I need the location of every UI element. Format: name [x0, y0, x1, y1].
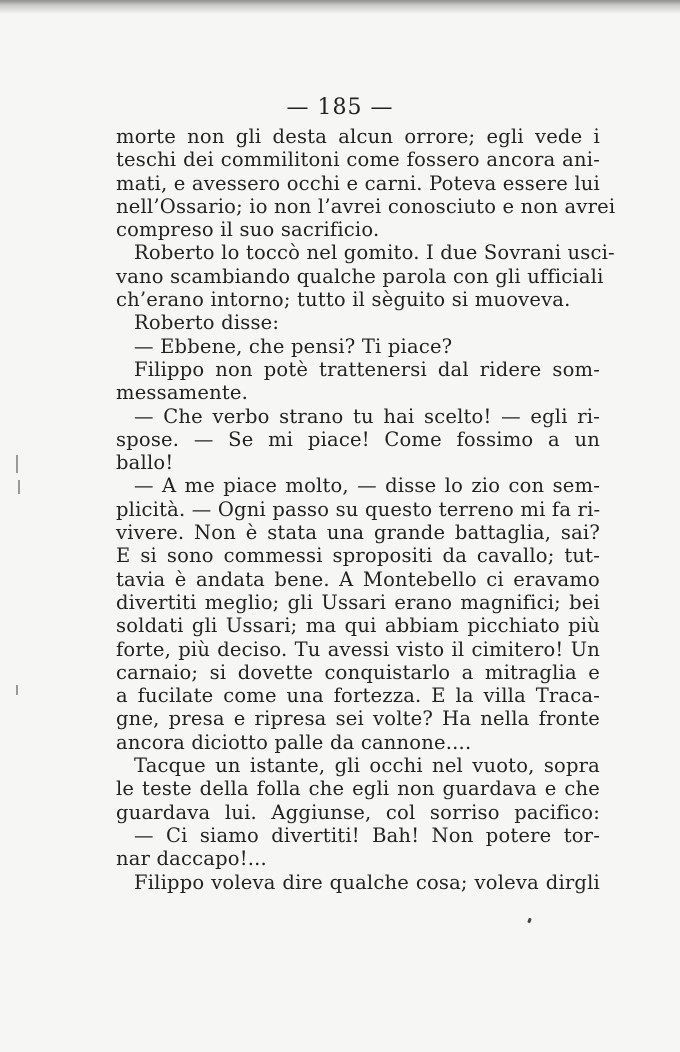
text-line: mati, e avessero occhi e carni. Poteva essere lui [116, 171, 600, 195]
text-line: vano scambiando qualche parola con gli ufficiali [116, 264, 604, 288]
text-line: tavia è andata bene. A Montebello ci eravamo [116, 567, 600, 591]
margin-mark [16, 455, 18, 473]
text-line: ballo! [116, 451, 174, 475]
text-line: ancora diciotto palle da cannone.... [116, 730, 472, 754]
text-line: le teste della folla che egli non guardava e che [116, 777, 600, 801]
ink-speck [527, 918, 532, 924]
body-text [116, 125, 616, 894]
text-line: compreso il suo sacrificio. [116, 218, 380, 242]
text-line: — Che verbo strano tu hai scelto! — egli ri- [134, 404, 600, 428]
text-line: nar daccapo!... [116, 847, 267, 871]
margin-mark [16, 685, 18, 695]
text-line: morte non gli desta alcun orrore; egli vede i [116, 125, 600, 148]
page-top-edge [0, 0, 680, 14]
text-line: ch’erano intorno; tutto il sèguito si muoveva. [116, 288, 571, 312]
text-line: a fucilate come una fortezza. E la villa Traca- [116, 684, 600, 708]
margin-mark [18, 480, 20, 494]
text-line: carnaio; si dovette conquistarlo a mitraglia e [116, 660, 600, 684]
text-line: Filippo non potè trattenersi dal ridere som- [134, 357, 600, 381]
text-line: Roberto disse: [134, 311, 280, 335]
text-line: guardava lui. Aggiunse, col sorriso pacifico: [116, 800, 600, 824]
text-line: — Ci siamo divertiti! Bah! Non potere tor- [134, 823, 600, 847]
text-line: gne, presa e ripresa sei volte? Ha nella fronte [116, 707, 600, 731]
text-line: messamente. [116, 381, 249, 405]
text-line: nell’Ossario; io non l’avrei conosciuto e non avrei [116, 194, 616, 218]
text-line: spose. — Se mi piace! Come fossimo a un [116, 427, 600, 451]
text-line: vivere. Non è stata una grande battaglia, sai? [116, 521, 600, 545]
text-line: teschi dei commilitoni come fossero ancora ani- [116, 148, 600, 172]
page-number: — 185 — [286, 95, 394, 120]
text-line: divertiti meglio; gli Ussari erano magnifici; bei [116, 590, 600, 614]
text-line: — A me piace molto, — disse lo zio con sem- [134, 474, 600, 498]
text-line: Roberto lo toccò nel gomito. I due Sovrani usci- [134, 241, 615, 265]
text-line: plicità. — Ogni passo su questo terreno mi fa ri- [116, 497, 601, 521]
text-line: — Ebbene, che pensi? Ti piace? [134, 334, 453, 358]
text-line: forte, più deciso. Tu avessi visto il cimitero! Un [116, 637, 600, 661]
text-line: Tacque un istante, gli occhi nel vuoto, sopra [134, 754, 600, 778]
text-line: soldati gli Ussari; ma qui abbiam picchiato più [116, 614, 600, 638]
text-line: Filippo voleva dire qualche cosa; voleva dirgli [134, 870, 600, 894]
text-line: E si sono commessi spropositi da cavallo; tut- [116, 544, 600, 568]
